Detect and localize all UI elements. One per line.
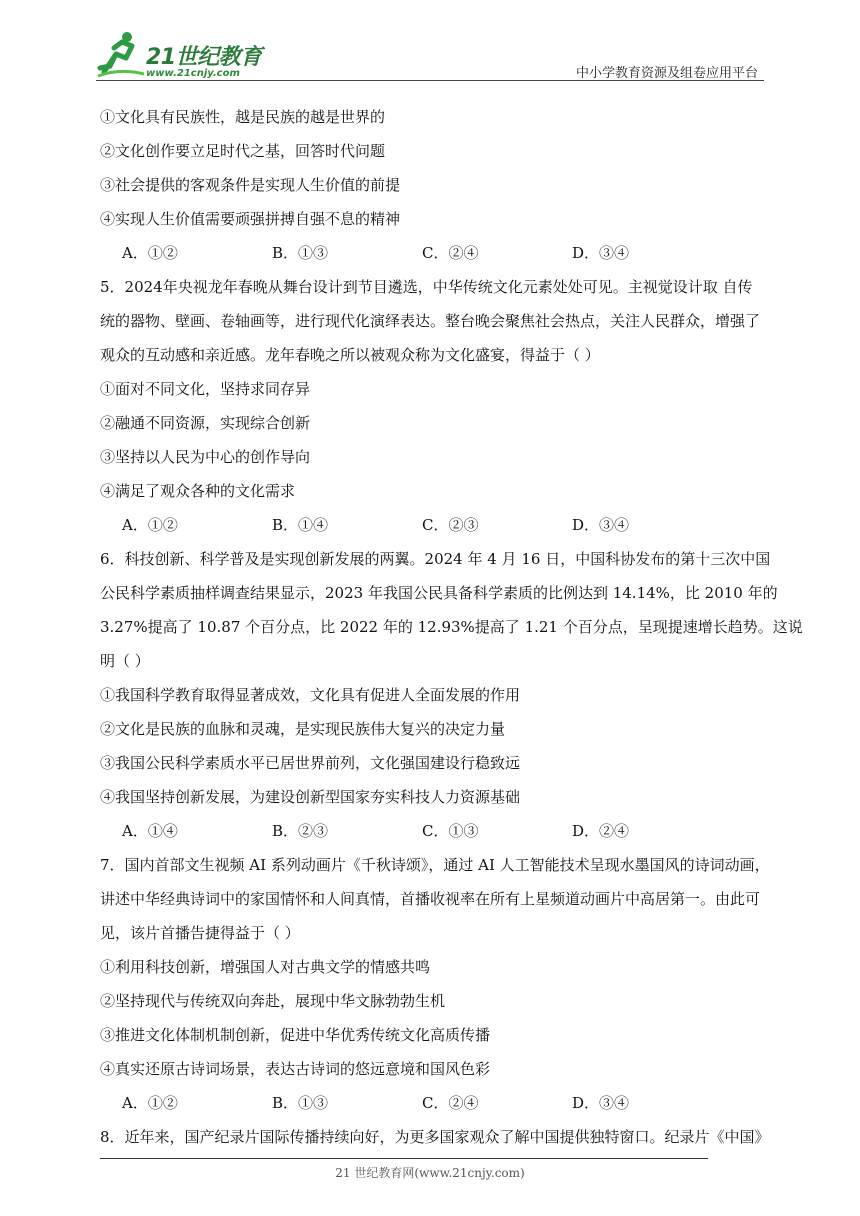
text-line: 统的器物、壁画、卷轴画等，进行现代化演绎表达。整台晚会聚焦社会热点，关注人民群众，增强了: [100, 312, 761, 330]
answer-option: D．③④: [572, 244, 630, 262]
text-line: 8．近年来，国产纪录片国际传播持续向好，为更多国家观众了解中国提供独特窗口。纪录片《中国》: [100, 1128, 770, 1146]
runner-logo-icon: [96, 28, 146, 78]
answer-options: [100, 814, 764, 848]
text-line: ②融通不同资源，实现综合创新: [100, 414, 311, 432]
answer-option: D．②④: [572, 822, 630, 840]
text-line: ①文化具有民族性，越是民族的越是世界的: [100, 108, 386, 126]
text-line: 见，该片首播告捷得益于（ ）: [100, 924, 300, 942]
text-line: ③我国公民科学素质水平已居世界前列，文化强国建设行稳致远: [100, 754, 521, 772]
text-line: ④实现人生价值需要顽强拼搏自强不息的精神: [100, 210, 401, 228]
answer-option: D．③④: [572, 1094, 630, 1112]
platform-title: 中小学教育资源及组卷应用平台: [575, 66, 758, 81]
footer-source: 21 世纪教育网(www.21cnjy.com): [335, 1166, 525, 1180]
answer-options: [100, 236, 764, 270]
answer-option: D．③④: [572, 516, 630, 534]
text-line: ③坚持以人民为中心的创作导向: [100, 448, 311, 466]
text-line: 讲述中华经典诗词中的家国情怀和人间真情，首播收视率在所有上星频道动画片中高居第一。由此可: [100, 890, 761, 908]
answer-option: A．①②: [122, 1094, 178, 1112]
text-line: ②文化创作要立足时代之基，回答时代问题: [100, 142, 386, 160]
text-line: ④我国坚持创新发展，为建设创新型国家夯实科技人力资源基础: [100, 788, 521, 806]
text-line: 7．国内首部文生视频 AI 系列动画片《千秋诗颂》，通过 AI 人工智能技术呈现水墨国风的诗词动画，: [100, 856, 770, 874]
text-line: ③推进文化体制机制创新，促进中华优秀传统文化高质传播: [100, 1026, 491, 1044]
answer-option: B．①④: [272, 516, 329, 534]
text-line: ①利用科技创新，增强国人对古典文学的情感共鸣: [100, 958, 431, 976]
text-line: 6．科技创新、科学普及是实现创新发展的两翼。2024 年 4 月 16 日，中国科协发布的第十三次中国: [100, 550, 771, 568]
answer-option: B．②③: [272, 822, 329, 840]
answer-option: B．①③: [272, 244, 329, 262]
text-line: 公民科学素质抽样调查结果显示，2023 年我国公民具备科学素质的比例达到 14.14%，比 2010 年的: [100, 584, 778, 602]
answer-option: C．②③: [422, 516, 479, 534]
logo-text: 21世纪教育: [146, 45, 262, 70]
answer-option: C．①③: [422, 822, 479, 840]
text-line: 明（ ）: [100, 652, 150, 670]
answer-option: B．①③: [272, 1094, 329, 1112]
answer-option: C．②④: [422, 244, 479, 262]
text-line: ④满足了观众各种的文化需求: [100, 482, 296, 500]
text-line: ①面对不同文化，坚持求同存异: [100, 380, 311, 398]
answer-option: C．②④: [422, 1094, 479, 1112]
text-line: 5．2024年央视龙年春晚从舞台设计到节目遴选，中华传统文化元素处处可见。主视觉设计取 自传: [100, 278, 753, 296]
answer-option: A．①②: [122, 516, 178, 534]
text-line: 观众的互动感和亲近感。龙年春晚之所以被观众称为文化盛宴，得益于（ ）: [100, 346, 600, 364]
header-divider: [96, 80, 764, 81]
text-line: ②文化是民族的血脉和灵魂，是实现民族伟大复兴的决定力量: [100, 720, 506, 738]
footer-divider: [100, 1158, 708, 1159]
answer-options: [100, 1086, 764, 1120]
text-line: ③社会提供的客观条件是实现人生价值的前提: [100, 176, 401, 194]
question-content: [100, 100, 803, 1154]
answer-option: A．①④: [122, 822, 178, 840]
answer-option: A．①②: [122, 244, 178, 262]
logo-url: www.21cnjy.com: [146, 68, 240, 79]
text-line: ①我国科学教育取得显著成效，文化具有促进人全面发展的作用: [100, 686, 521, 704]
text-line: ④真实还原古诗词场景，表达古诗词的悠远意境和国风色彩: [100, 1060, 491, 1078]
text-line: 3.27%提高了 10.87 个百分点，比 2022 年的 12.93%提高了 1.21 个百分点，呈现提速增长趋势。这说: [100, 618, 803, 636]
answer-options: [100, 508, 764, 542]
site-logo: [96, 28, 296, 80]
text-line: ②坚持现代与传统双向奔赴，展现中华文脉勃勃生机: [100, 992, 446, 1010]
page-header: [96, 28, 764, 84]
